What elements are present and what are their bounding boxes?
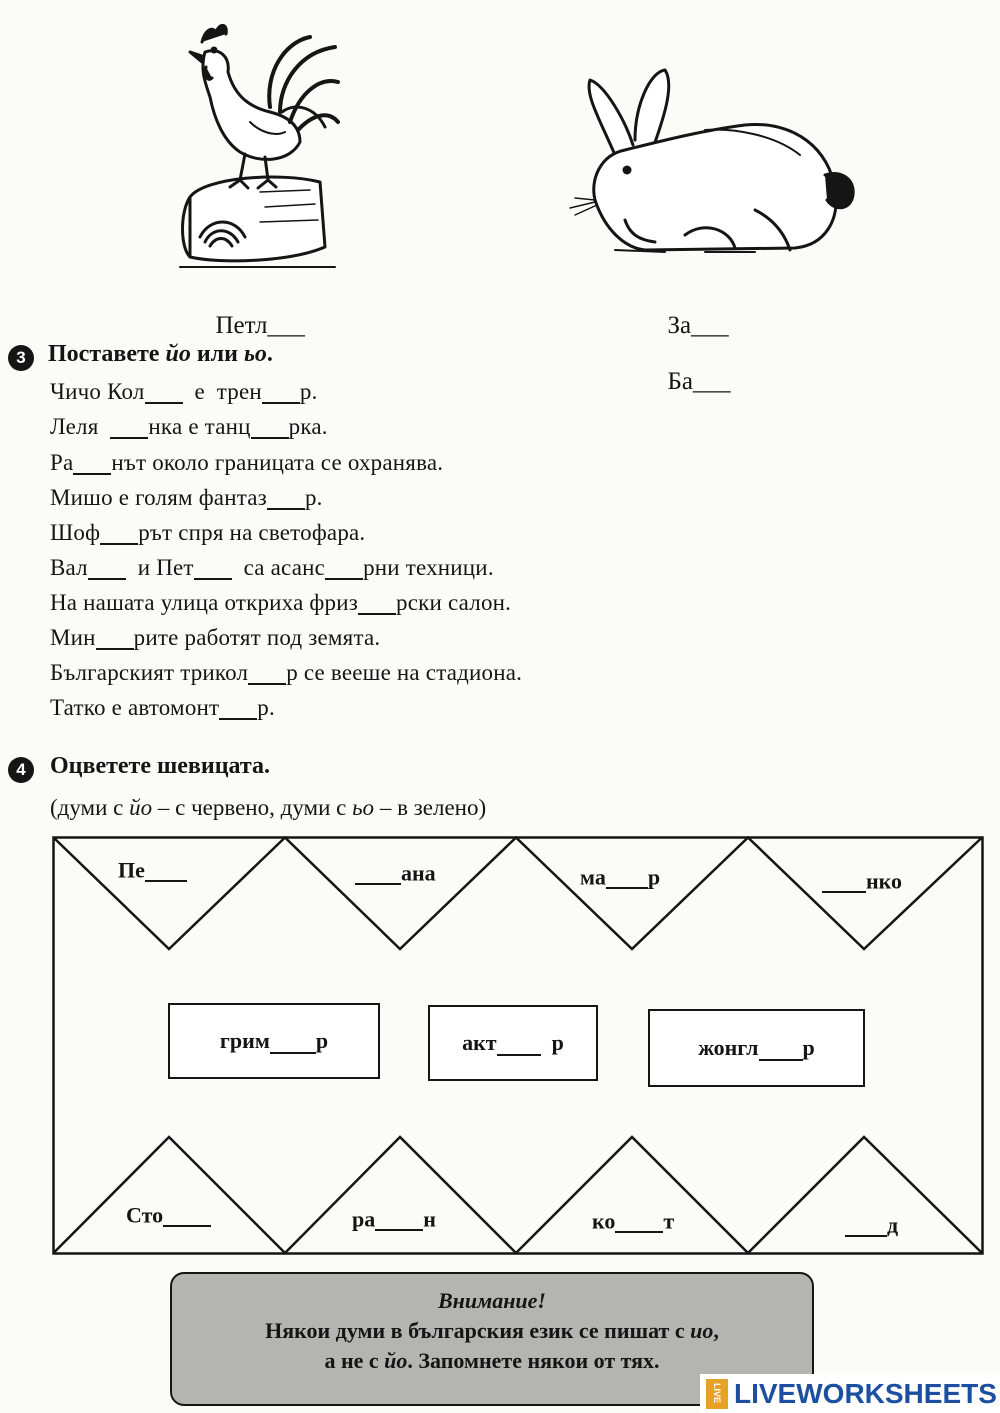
fill-in-blank[interactable] — [96, 624, 134, 650]
fill-in-blank[interactable] — [100, 519, 138, 545]
fill-in-blank[interactable] — [219, 694, 257, 720]
exercise-3-title: Поставете йо или ьо. — [48, 341, 273, 367]
exercise-4-number: 4 — [8, 757, 34, 783]
sentence-text: Българският трикол — [50, 660, 249, 686]
sentence-text: Мишо е голям фантаз — [50, 485, 267, 511]
exercise-4-title: Оцветете шевицата. — [50, 753, 270, 779]
sentence-text: нка е танц — [148, 414, 251, 440]
rabbit-label — [655, 284, 730, 396]
exercise-3-sentence — [50, 659, 522, 686]
exercise-3-sentence — [50, 484, 323, 511]
bottom-word-4[interactable]: д — [845, 1212, 898, 1238]
liveworksheets-watermark[interactable] — [700, 1374, 1000, 1413]
top-word-2[interactable]: ана — [355, 860, 436, 886]
exercise-3-sentence — [50, 694, 275, 721]
rooster-label — [203, 284, 305, 340]
bottom-word-3[interactable]: ко т — [592, 1208, 675, 1234]
liveworksheets-logo-icon: LIVE — [706, 1379, 728, 1409]
fill-in-blank[interactable] — [358, 589, 396, 615]
rabbit-word-za[interactable]: За___ — [667, 312, 729, 339]
sentence-text: р се вееше на стадиона. — [286, 660, 523, 686]
rabbit-drawing — [555, 60, 865, 265]
sentence-text: рни техници. — [363, 555, 494, 581]
exercise-3-sentence — [50, 378, 318, 405]
bottom-triangles — [54, 1137, 983, 1253]
sentence-text: са асанс — [231, 555, 326, 581]
sentence-text: рът спря на светофара. — [138, 520, 366, 546]
sentence-text: рски салон. — [396, 590, 512, 616]
middle-word-box-3[interactable]: жонгл р — [648, 1009, 865, 1087]
sentence-text: р. — [299, 379, 318, 405]
sentence-text: Татко е автомонт — [50, 695, 220, 721]
fill-in-blank[interactable] — [88, 554, 126, 580]
middle-word-box-1[interactable]: грим р — [168, 1003, 380, 1079]
sentence-text: Вал — [50, 555, 88, 581]
top-word-1[interactable]: Пе — [118, 857, 187, 883]
attention-line-2: а не с йо. Запомнете някои от тях. — [324, 1348, 660, 1373]
bottom-word-1[interactable]: Сто — [126, 1202, 211, 1228]
rooster-drawing — [150, 12, 340, 277]
fill-in-blank[interactable] — [267, 484, 305, 510]
rabbit-word-ba[interactable]: Ба___ — [667, 368, 731, 395]
sentence-text: Ра — [50, 450, 74, 476]
fill-in-blank[interactable] — [248, 659, 286, 685]
exercise-3-sentence — [50, 519, 365, 546]
bottom-word-2[interactable]: ра н — [352, 1206, 436, 1232]
sentence-text: рка. — [288, 414, 328, 440]
exercise-3-sentence — [50, 449, 443, 476]
sentence-text: Леля — [50, 414, 111, 440]
sentence-text: Чичо Кол — [50, 379, 145, 405]
sentence-text: нът около границата се охранява. — [111, 450, 444, 476]
middle-word-box-2[interactable]: акт р — [428, 1005, 598, 1081]
fill-in-blank[interactable] — [325, 554, 363, 580]
exercise-3-number: 3 — [8, 345, 34, 371]
exercise-4-instructions: (думи с йо – с червено, думи с ьо – в зелено) — [50, 795, 487, 820]
sentence-text: Мин — [50, 625, 96, 651]
sentence-text: е трен — [182, 379, 262, 405]
fill-in-blank[interactable] — [251, 413, 289, 439]
rooster-word[interactable]: Петл___ — [215, 312, 305, 339]
attention-title: Внимание! — [438, 1288, 546, 1313]
exercise-3-sentence — [50, 589, 511, 616]
sentence-text: рите работят под земята. — [133, 625, 381, 651]
fill-in-blank[interactable] — [110, 413, 148, 439]
top-word-4[interactable]: нко — [822, 868, 902, 894]
fill-in-blank[interactable] — [145, 378, 183, 404]
exercise-3-sentence — [50, 413, 328, 440]
sentence-text: На нашата улица откриха фриз — [50, 590, 359, 616]
sentence-text: Шоф — [50, 520, 101, 546]
top-word-3[interactable]: ма р — [580, 864, 661, 890]
fill-in-blank[interactable] — [262, 378, 300, 404]
sentence-text: и Пет — [125, 555, 194, 581]
attention-line-1: Някои думи в българския език се пишат с ио, — [265, 1318, 719, 1343]
fill-in-blank[interactable] — [73, 449, 111, 475]
liveworksheets-text: LIVEWORKSHEETS — [734, 1377, 997, 1409]
sentence-text: р. — [257, 695, 275, 721]
exercise-3-sentence — [50, 624, 380, 651]
fill-in-blank[interactable] — [194, 554, 232, 580]
exercise-3-sentence — [50, 554, 494, 581]
sentence-text: р. — [304, 485, 323, 511]
